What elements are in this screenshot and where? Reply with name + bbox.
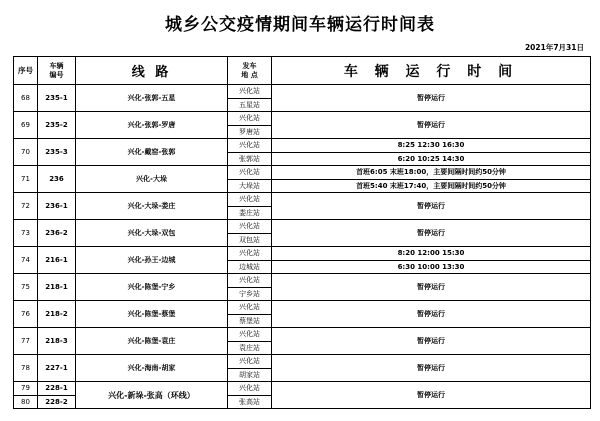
row-seq: 72 xyxy=(14,193,38,220)
table-row xyxy=(14,85,591,99)
row-route: 兴化-戴窑-张郭 xyxy=(76,139,228,166)
header-route-no-line2: 编号 xyxy=(49,70,64,79)
row-station-outbound: 兴化站 xyxy=(228,274,272,288)
row-station-return: 蔡堡站 xyxy=(228,314,272,328)
row-station-outbound: 兴化站 xyxy=(228,193,272,207)
row-times-return: 6:20 10:25 14:30 xyxy=(272,152,591,166)
row-seq: 74 xyxy=(14,247,38,274)
row-route-no: 218-1 xyxy=(38,274,76,301)
row-status: 暂停运行 xyxy=(272,328,591,355)
row-times-return: 首班5:40 末班17:40，主要间隔时间约50分钟 xyxy=(272,179,591,193)
row-route: 兴化-陈堡-蔡堡 xyxy=(76,301,228,328)
row-route: 兴化-陈堡-袁庄 xyxy=(76,328,228,355)
row-station-return: 娄庄站 xyxy=(228,206,272,220)
table-row xyxy=(14,301,591,315)
row-seq: 70 xyxy=(14,139,38,166)
row-seq: 71 xyxy=(14,166,38,193)
row-times-outbound: 首班6:05 末班18:00，主要间隔时间约50分钟 xyxy=(272,166,591,180)
header-times: 车 辆 运 行 时 间 xyxy=(272,57,591,85)
row-times-outbound: 8:20 12:00 15:30 xyxy=(272,247,591,261)
row-seq: 73 xyxy=(14,220,38,247)
row-station-return: 胡家站 xyxy=(228,368,272,382)
row-station-outbound: 兴化站 xyxy=(228,139,272,153)
row-station-outbound: 兴化站 xyxy=(228,328,272,342)
header-station xyxy=(228,57,272,85)
row-station-return: 边城站 xyxy=(228,260,272,274)
row-station-outbound: 兴化站 xyxy=(228,85,272,99)
row-status: 暂停运行 xyxy=(272,112,591,139)
row-route: 兴化-张郭-五星 xyxy=(76,85,228,112)
row-route-no: 216-1 xyxy=(38,247,76,274)
row-times-outbound: 8:25 12:30 16:30 xyxy=(272,139,591,153)
row-station-outbound: 兴化站 xyxy=(228,220,272,234)
header-station-line2: 地 点 xyxy=(241,70,258,79)
table-row xyxy=(14,247,591,261)
row-station-return: 袁庄站 xyxy=(228,341,272,355)
row-station-outbound: 兴化站 xyxy=(228,112,272,126)
header-station-line1: 发车 xyxy=(242,62,257,71)
row-status: 暂停运行 xyxy=(272,274,591,301)
table-row xyxy=(14,274,591,288)
row-seq: 80 xyxy=(14,395,38,409)
table-row xyxy=(14,193,591,207)
row-station-return: 张高站 xyxy=(228,395,272,409)
table-header-row xyxy=(14,57,591,85)
row-route-no: 236 xyxy=(38,166,76,193)
row-status: 暂停运行 xyxy=(272,85,591,112)
row-seq: 75 xyxy=(14,274,38,301)
row-status: 暂停运行 xyxy=(272,301,591,328)
row-route: 兴化-大垛-双包 xyxy=(76,220,228,247)
row-route-no: 236-1 xyxy=(38,193,76,220)
table-row xyxy=(14,166,591,180)
row-station-outbound: 兴化站 xyxy=(228,301,272,315)
row-route-no: 228-2 xyxy=(38,395,76,409)
row-seq: 76 xyxy=(14,301,38,328)
table-row xyxy=(14,382,591,396)
row-route-no: 218-2 xyxy=(38,301,76,328)
row-route-no: 235-2 xyxy=(38,112,76,139)
row-status: 暂停运行 xyxy=(272,220,591,247)
header-route: 线 路 xyxy=(76,57,228,85)
schedule-table xyxy=(13,56,591,409)
row-seq: 77 xyxy=(14,328,38,355)
row-route-no: 235-3 xyxy=(38,139,76,166)
row-route-no: 218-3 xyxy=(38,328,76,355)
row-station-outbound: 兴化站 xyxy=(228,247,272,261)
row-station-return: 宁乡站 xyxy=(228,287,272,301)
header-route-no-line1: 车辆 xyxy=(49,62,64,71)
row-station-outbound: 兴化站 xyxy=(228,382,272,396)
row-route: 兴化-陈堡-宁乡 xyxy=(76,274,228,301)
row-route-no: 235-1 xyxy=(38,85,76,112)
row-route-no: 227-1 xyxy=(38,355,76,382)
table-row xyxy=(14,220,591,234)
header-seq: 序号 xyxy=(14,57,38,85)
row-station-return: 五星站 xyxy=(228,98,272,112)
row-route: 兴化-张郭-罗唐 xyxy=(76,112,228,139)
row-route: 兴化-大垛-娄庄 xyxy=(76,193,228,220)
row-route-no: 228-1 xyxy=(38,382,76,396)
row-status: 暂停运行 xyxy=(272,193,591,220)
row-status: 暂停运行 xyxy=(272,382,591,409)
table-row xyxy=(14,328,591,342)
row-station-outbound: 兴化站 xyxy=(228,355,272,369)
row-seq: 79 xyxy=(14,382,38,396)
row-route: 兴化-孙王-边城 xyxy=(76,247,228,274)
row-route-no: 236-2 xyxy=(38,220,76,247)
row-status: 暂停运行 xyxy=(272,355,591,382)
row-route: 兴化-大垛 xyxy=(76,166,228,193)
row-seq: 78 xyxy=(14,355,38,382)
page-title: 城乡公交疫情期间车辆运行时间表 xyxy=(165,15,435,35)
table-row xyxy=(14,139,591,153)
row-route: 兴化-海南-胡家 xyxy=(76,355,228,382)
row-station-outbound: 兴化站 xyxy=(228,166,272,180)
row-station-return: 双包站 xyxy=(228,233,272,247)
table-row xyxy=(14,112,591,126)
row-station-return: 罗唐站 xyxy=(228,125,272,139)
row-seq: 68 xyxy=(14,85,38,112)
row-station-return: 大垛站 xyxy=(228,179,272,193)
header-route-no xyxy=(38,57,76,85)
table-row xyxy=(14,355,591,369)
row-station-return: 张郭站 xyxy=(228,152,272,166)
row-seq: 69 xyxy=(14,112,38,139)
row-route: 兴化-新垛-张高（环线） xyxy=(76,382,228,409)
row-times-return: 6:30 10:00 13:30 xyxy=(272,260,591,274)
document-date: 2021年7月31日 xyxy=(524,43,584,52)
